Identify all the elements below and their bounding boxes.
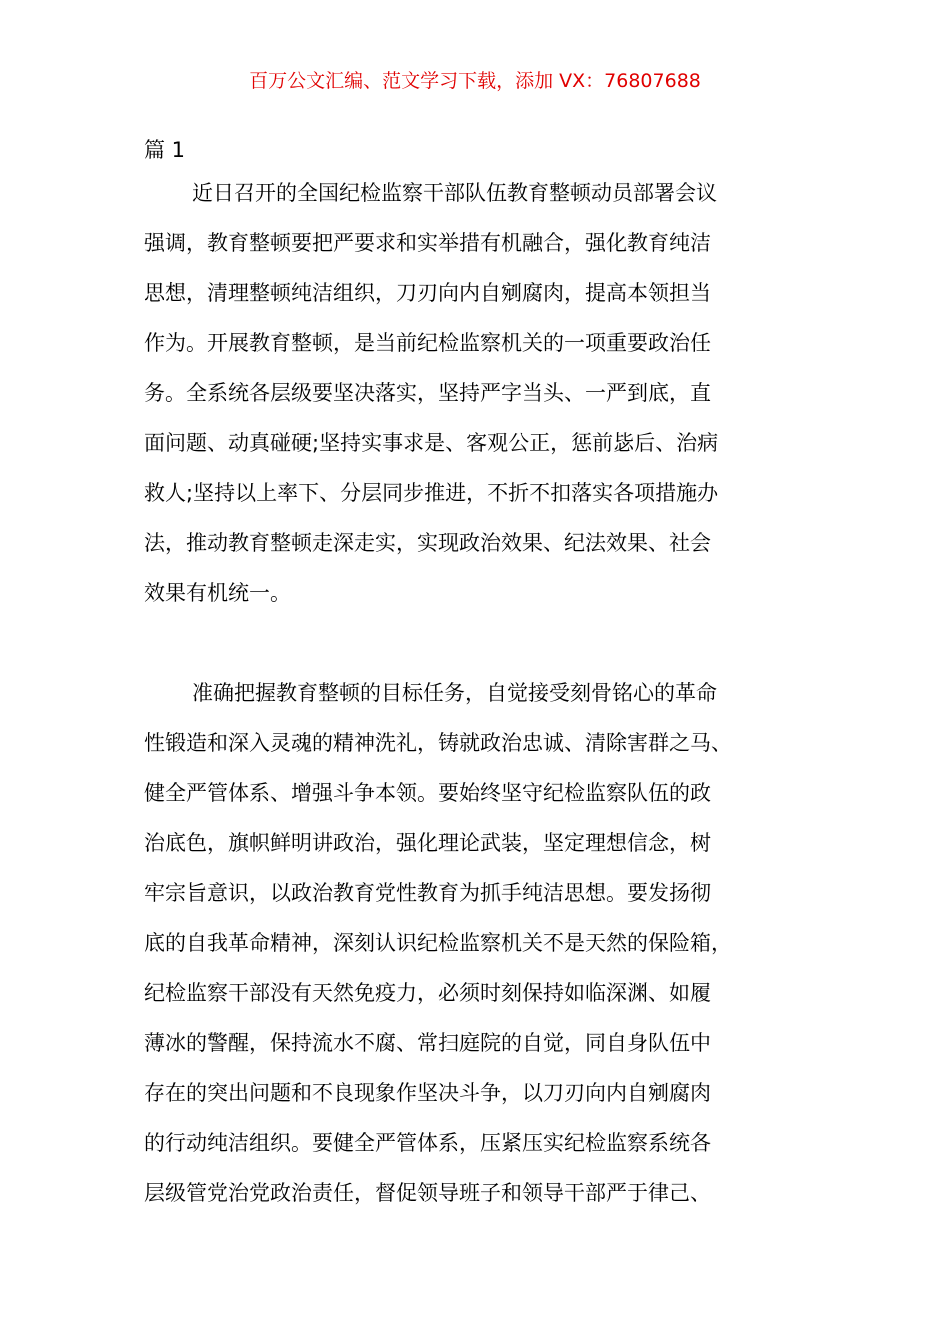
paragraph-line: 牢宗旨意识，以政治教育党性教育为抓手纯洁思想。要发扬彻 (144, 881, 711, 905)
paragraph-line: 法，推动教育整顿走深走实，实现政治效果、纪法效果、社会 (144, 531, 711, 555)
paragraph-line: 底的自我革命精神，深刻认识纪检监察机关不是天然的保险箱， (144, 931, 732, 955)
paragraph-line: 性锻造和深入灵魂的精神洗礼，铸就政治忠诚、清除害群之马、 (144, 731, 732, 755)
paragraph-line: 强调，教育整顿要把严要求和实举措有机融合，强化教育纯洁 (144, 231, 711, 255)
paragraph-spacer (144, 618, 844, 668)
paragraph-1 (144, 168, 844, 618)
paragraph-line: 思想，清理整顿纯洁组织，刀刃向内自剜腐肉，提高本领担当 (144, 281, 711, 305)
document-body (144, 132, 844, 1218)
paragraph-line: 面问题、动真碰硬;坚持实事求是、客观公正，惩前毖后、治病 (144, 431, 719, 455)
paragraph-line: 治底色，旗帜鲜明讲政治，强化理论武装，坚定理想信念，树 (144, 831, 711, 855)
paragraph-line: 务。全系统各层级要坚决落实，坚持严字当头、一严到底，直 (144, 381, 711, 405)
paragraph-line: 健全严管体系、增强斗争本领。要始终坚守纪检监察队伍的政 (144, 781, 711, 805)
paragraph-line: 层级管党治党政治责任，督促领导班子和领导干部严于律己、 (144, 1181, 711, 1205)
paragraph-line: 救人;坚持以上率下、分层同步推进，不折不扣落实各项措施办 (144, 481, 719, 505)
paragraph-line: 近日召开的全国纪检监察干部队伍教育整顿动员部署会议 (192, 181, 717, 205)
paragraph-line: 效果有机统一。 (144, 581, 291, 605)
paragraph-2 (144, 668, 844, 1218)
paragraph-line: 薄冰的警醒，保持流水不腐、常扫庭院的自觉，同自身队伍中 (144, 1031, 711, 1055)
section-title: 篇 1 (144, 138, 186, 162)
paragraph-line: 存在的突出问题和不良现象作坚决斗争，以刀刃向内自剜腐肉 (144, 1081, 711, 1105)
paragraph-line: 的行动纯洁组织。要健全严管体系，压紧压实纪检监察系统各 (144, 1131, 711, 1155)
paragraph-line: 作为。开展教育整顿，是当前纪检监察机关的一项重要政治任 (144, 331, 711, 355)
paragraph-line: 准确把握教育整顿的目标任务，自觉接受刻骨铭心的革命 (192, 681, 717, 705)
watermark-header: 百万公文汇编、范文学习下载，添加 VX：76807688 (249, 70, 701, 92)
paragraph-line: 纪检监察干部没有天然免疫力，必须时刻保持如临深渊、如履 (144, 981, 711, 1005)
